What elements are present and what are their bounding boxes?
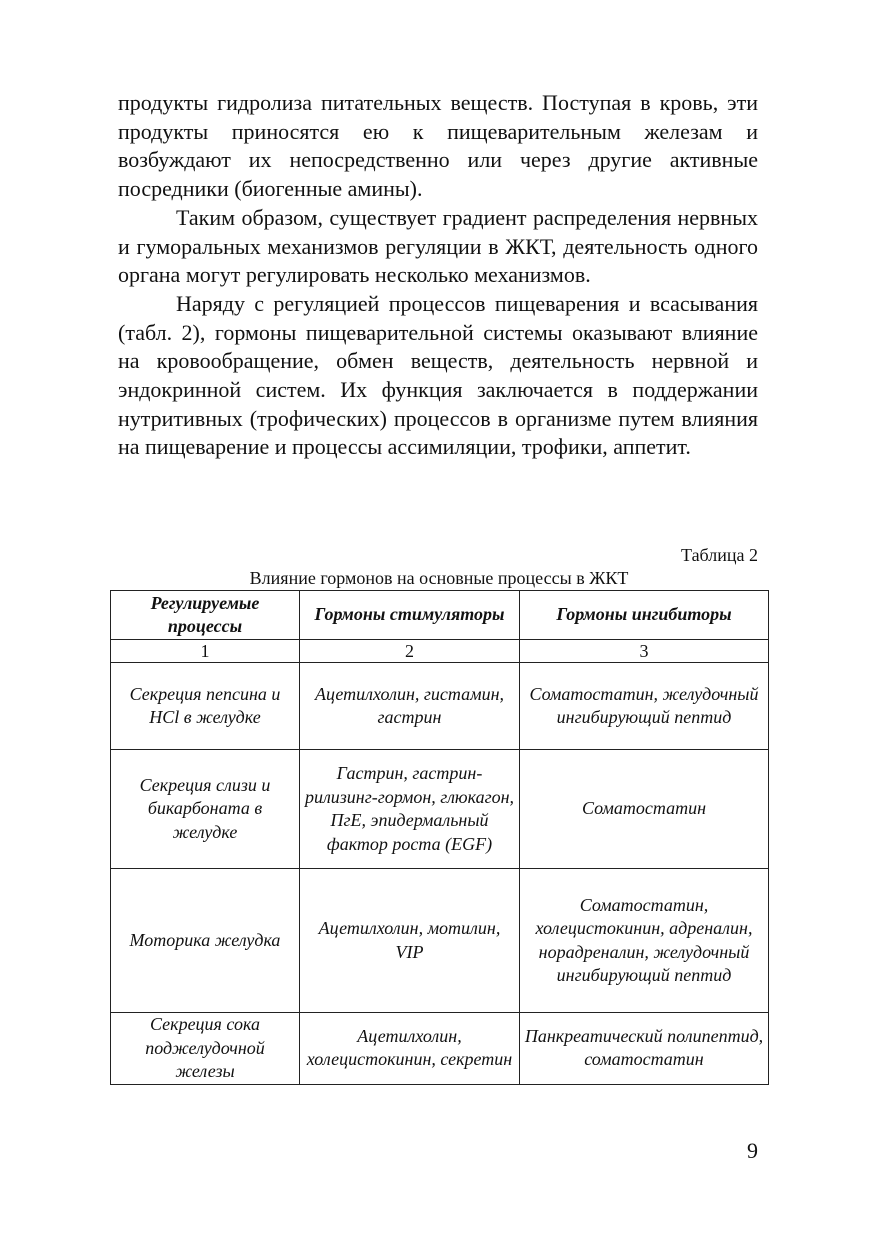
paragraph-3: Наряду с регуляцией процессов пищеварения и всасывания (табл. 2), гормоны пищеварительной системы оказывают влияние на кровообращение, обмен веществ, деятельность нервной и эндокринной систем. Их функция заключается в поддержании нутритивных (трофических) процессов в организме путем влияния на пищеварение и процессы ассимиляции, трофики, аппетит. (118, 290, 758, 460)
header-stimulators: Гормоны стимуляторы (300, 591, 520, 640)
column-number: 1 (111, 640, 300, 663)
table-row (111, 869, 769, 1013)
column-number: 2 (300, 640, 520, 663)
header-processes: Регулируемые процессы (111, 591, 300, 640)
paragraph-1: продукты гидролиза питательных веществ. Поступая в кровь, эти продукты приносятся ею к пищеварительным железам и возбуждают их непосредственно или через другие активные посредники (биогенные амины). (118, 90, 758, 202)
header-inhibitors: Гормоны ингибиторы (520, 591, 769, 640)
table-cell: Моторика желудка (111, 869, 300, 1013)
table-cell: Секреция слизи и бикарбоната в желудке (111, 750, 300, 869)
column-number-row (111, 640, 769, 663)
table-cell: Соматостатин (520, 750, 769, 869)
table-caption: Влияние гормонов на основные процессы в ЖКТ (249, 568, 629, 588)
column-number: 3 (520, 640, 769, 663)
paragraph-2: Таким образом, существует градиент распределения нервных и гуморальных механизмов регуляции в ЖКТ, деятельность одного органа могут регулировать несколько механизмов. (118, 204, 758, 288)
table-row (111, 663, 769, 750)
table-cell: Ацетилхолин, гистамин, гастрин (300, 663, 520, 750)
table-cell: Гастрин, гастрин-рилизинг-гормон, глюкагон, ПгЕ, эпидермальный фактор роста (EGF) (300, 750, 520, 869)
table-cell: Ацетилхолин, мотилин, VIP (300, 869, 520, 1013)
table-cell: Панкреатический полипептид, соматостатин (520, 1013, 769, 1085)
table-row (111, 750, 769, 869)
table-cell: Соматостатин, желудочный ингибирующий пептид (520, 663, 769, 750)
table-cell: Ацетилхолин, холецистокинин, секретин (300, 1013, 520, 1085)
page-number: 9 (747, 1138, 758, 1163)
table-row (111, 1013, 769, 1085)
table-cell: Секреция пепсина и HCl в желудке (111, 663, 300, 750)
table-header-row (111, 591, 769, 640)
body-text (118, 89, 758, 462)
table-cell: Секреция сока поджелудочной железы (111, 1013, 300, 1085)
hormones-table (110, 590, 769, 1085)
table-cell: Соматостатин, холецистокинин, адреналин, норадреналин, желудочный ингибирующий пептид (520, 869, 769, 1013)
table-label: Таблица 2 (681, 545, 758, 565)
